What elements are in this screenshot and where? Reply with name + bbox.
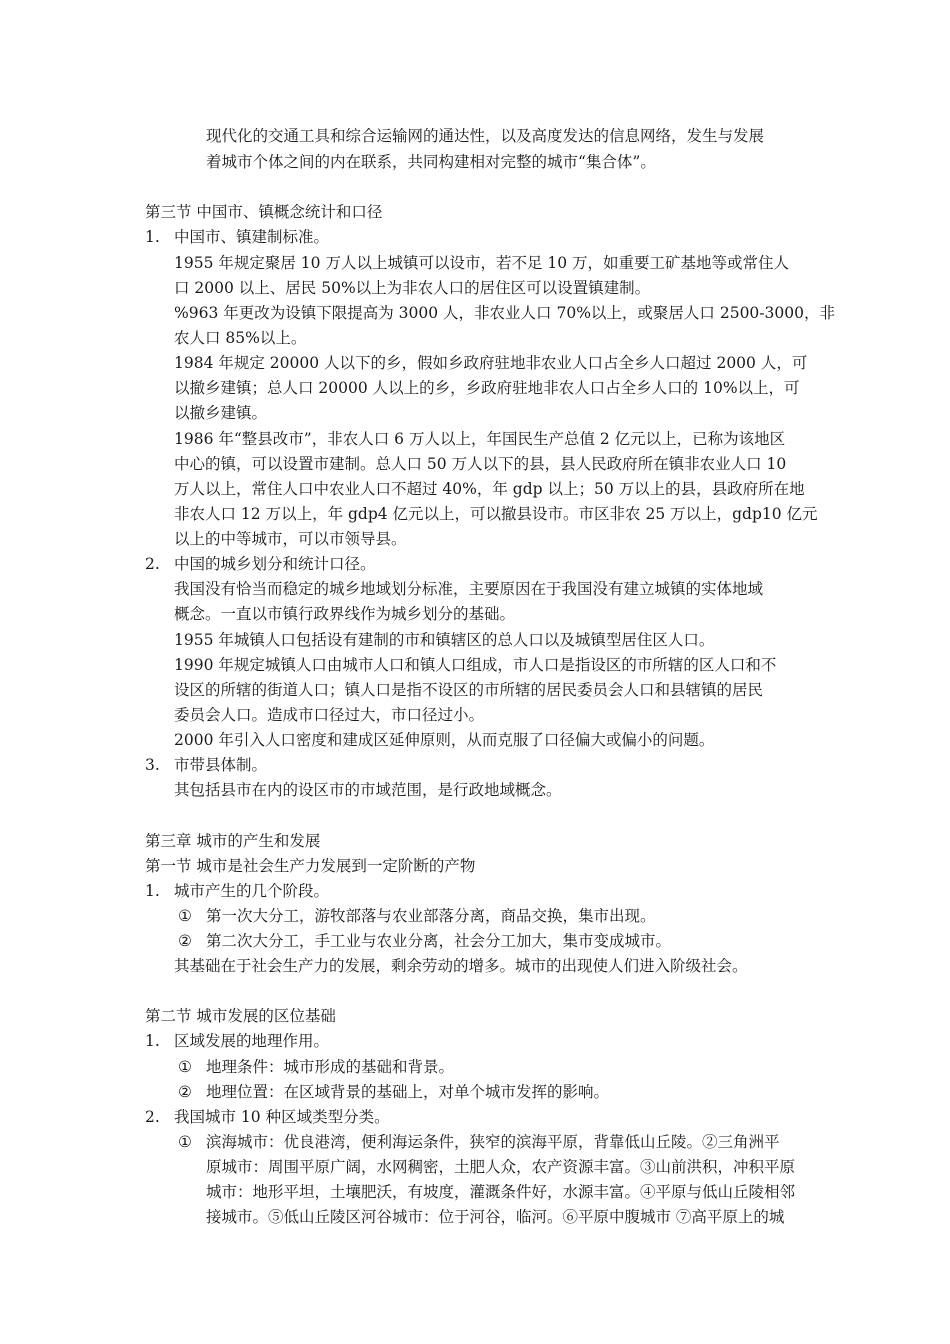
paragraph-line: 中心的镇，可以设置市建制。总人口 50 万人以下的县，县人民政府所在镇非农业人口 10 [174,455,787,473]
paragraph-line: 设区的所辖的街道人口；镇人口是指不设区的市所辖的居民委员会人口和县辖镇的居民 [174,681,764,699]
list-item-title: 我国城市 10 种区域类型分类。 [174,1108,390,1126]
sub-item-text: 原城市：周围平原广阔，水网稠密，土肥人众，农产资源丰富。③山前洪积，冲积平原 [206,1158,796,1176]
section-heading: 第三节 中国市、镇概念统计和口径 [145,203,383,221]
list-number: 1. [145,1032,160,1050]
list-number: 1. [145,882,160,900]
intro-line: 着城市个体之间的内在联系，共同构建相对完整的城市“集合体”。 [206,153,656,171]
paragraph-line: 其包括县市在内的设区市的市域范围，是行政地域概念。 [174,781,562,799]
list-item-title: 中国的城乡划分和统计口径。 [174,555,376,573]
paragraph-line: 委员会人口。造成市口径过大，市口径过小。 [174,706,485,724]
list-number: 2. [145,1108,160,1126]
paragraph-line: %963 年更改为设镇下限提高为 3000 人，非农业人口 70%以上，或聚居人口 2500-3000，非 [174,304,835,322]
section-heading: 第一节 城市是社会生产力发展到一定阶断的产物 [145,857,476,875]
intro-line: 现代化的交通工具和综合运输网的通达性，以及高度发达的信息网络，发生与发展 [206,127,765,145]
paragraph-line: 2000 年引入人口密度和建成区延伸原则，从而克服了口径偏大或偏小的问题。 [174,731,715,749]
paragraph-line: 万人以上，常住人口中农业人口不超过 40%，年 gdp 以上；50 万以上的县，县政府所在地 [174,480,805,498]
paragraph-line: 我国没有恰当而稳定的城乡地域划分标准，主要原因在于我国没有建立城镇的实体地域 [174,580,764,598]
list-item-title: 中国市、镇建制标准。 [174,228,330,246]
paragraph-line: 以撤乡建镇。 [174,404,268,422]
sub-item-text: 第一次大分工，游牧部落与农业部落分离，商品交换，集市出现。 [206,907,656,925]
paragraph-line: 其基础在于社会生产力的发展，剩余劳动的增多。城市的出现使人们进入阶级社会。 [174,957,748,975]
paragraph-line: 概念。一直以市镇行政界线作为城乡划分的基础。 [174,605,516,623]
sub-item-text: 滨海城市：优良港湾，便利海运条件，狭窄的滨海平原，背靠低山丘陵。②三角洲平 [206,1133,780,1151]
list-number: 2. [145,555,160,573]
list-number: 1. [145,228,160,246]
list-item-title: 市带县体制。 [174,756,268,774]
sub-item-marker: ② [178,932,192,950]
sub-item-text: 接城市。⑤低山丘陵区河谷城市：位于河谷，临河。⑥平原中腹城市 ⑦高平原上的城 [206,1208,785,1226]
paragraph-line: 以撤乡建镇；总人口 20000 人以上的乡，乡政府驻地非农人口占全乡人口的 10%以上，可 [174,379,800,397]
paragraph-line: 以上的中等城市，可以市领导县。 [174,530,407,548]
list-number: 3. [145,756,160,774]
sub-item-marker: ① [178,1133,192,1151]
paragraph-line: 非农人口 12 万以上，年 gdp4 亿元以上，可以撤县设市。市区非农 25 万以上，gdp10 亿元 [174,505,818,523]
sub-item-text: 城市：地形平坦，土壤肥沃，有坡度，灌溉条件好，水源丰富。④平原与低山丘陵相邻 [206,1183,796,1201]
paragraph-line: 口 2000 以上、居民 50%以上为非农人口的居住区可以设置镇建制。 [174,279,651,297]
paragraph-line: 1990 年规定城镇人口由城市人口和镇人口组成，市人口是指设区的市所辖的区人口和不 [174,656,777,674]
sub-item-marker: ② [178,1083,192,1101]
section-heading: 第二节 城市发展的区位基础 [145,1007,336,1025]
paragraph-line: 1986 年“整县改市”，非农人口 6 万人以上，年国民生产总值 2 亿元以上，已称为该地区 [174,430,786,448]
paragraph-line: 1955 年城镇人口包括设有建制的市和镇辖区的总人口以及城镇型居住区人口。 [174,631,715,649]
list-item-title: 区域发展的地理作用。 [174,1032,330,1050]
sub-item-marker: ① [178,907,192,925]
paragraph-line: 1955 年规定聚居 10 万人以上城镇可以设市，若不足 10 万，如重要工矿基地等或常住人 [174,254,790,272]
sub-item-text: 第二次大分工，手工业与农业分离，社会分工加大，集市变成城市。 [206,932,672,950]
sub-item-marker: ① [178,1058,192,1076]
paragraph-line: 1984 年规定 20000 人以下的乡，假如乡政府驻地非农业人口占全乡人口超过 2000 人，可 [174,354,808,372]
list-item-title: 城市产生的几个阶段。 [174,882,330,900]
sub-item-text: 地理条件：城市形成的基础和背景。 [206,1058,455,1076]
paragraph-line: 农人口 85%以上。 [174,329,307,347]
sub-item-text: 地理位置：在区域背景的基础上，对单个城市发挥的影响。 [206,1083,610,1101]
chapter-heading: 第三章 城市的产生和发展 [145,832,321,850]
